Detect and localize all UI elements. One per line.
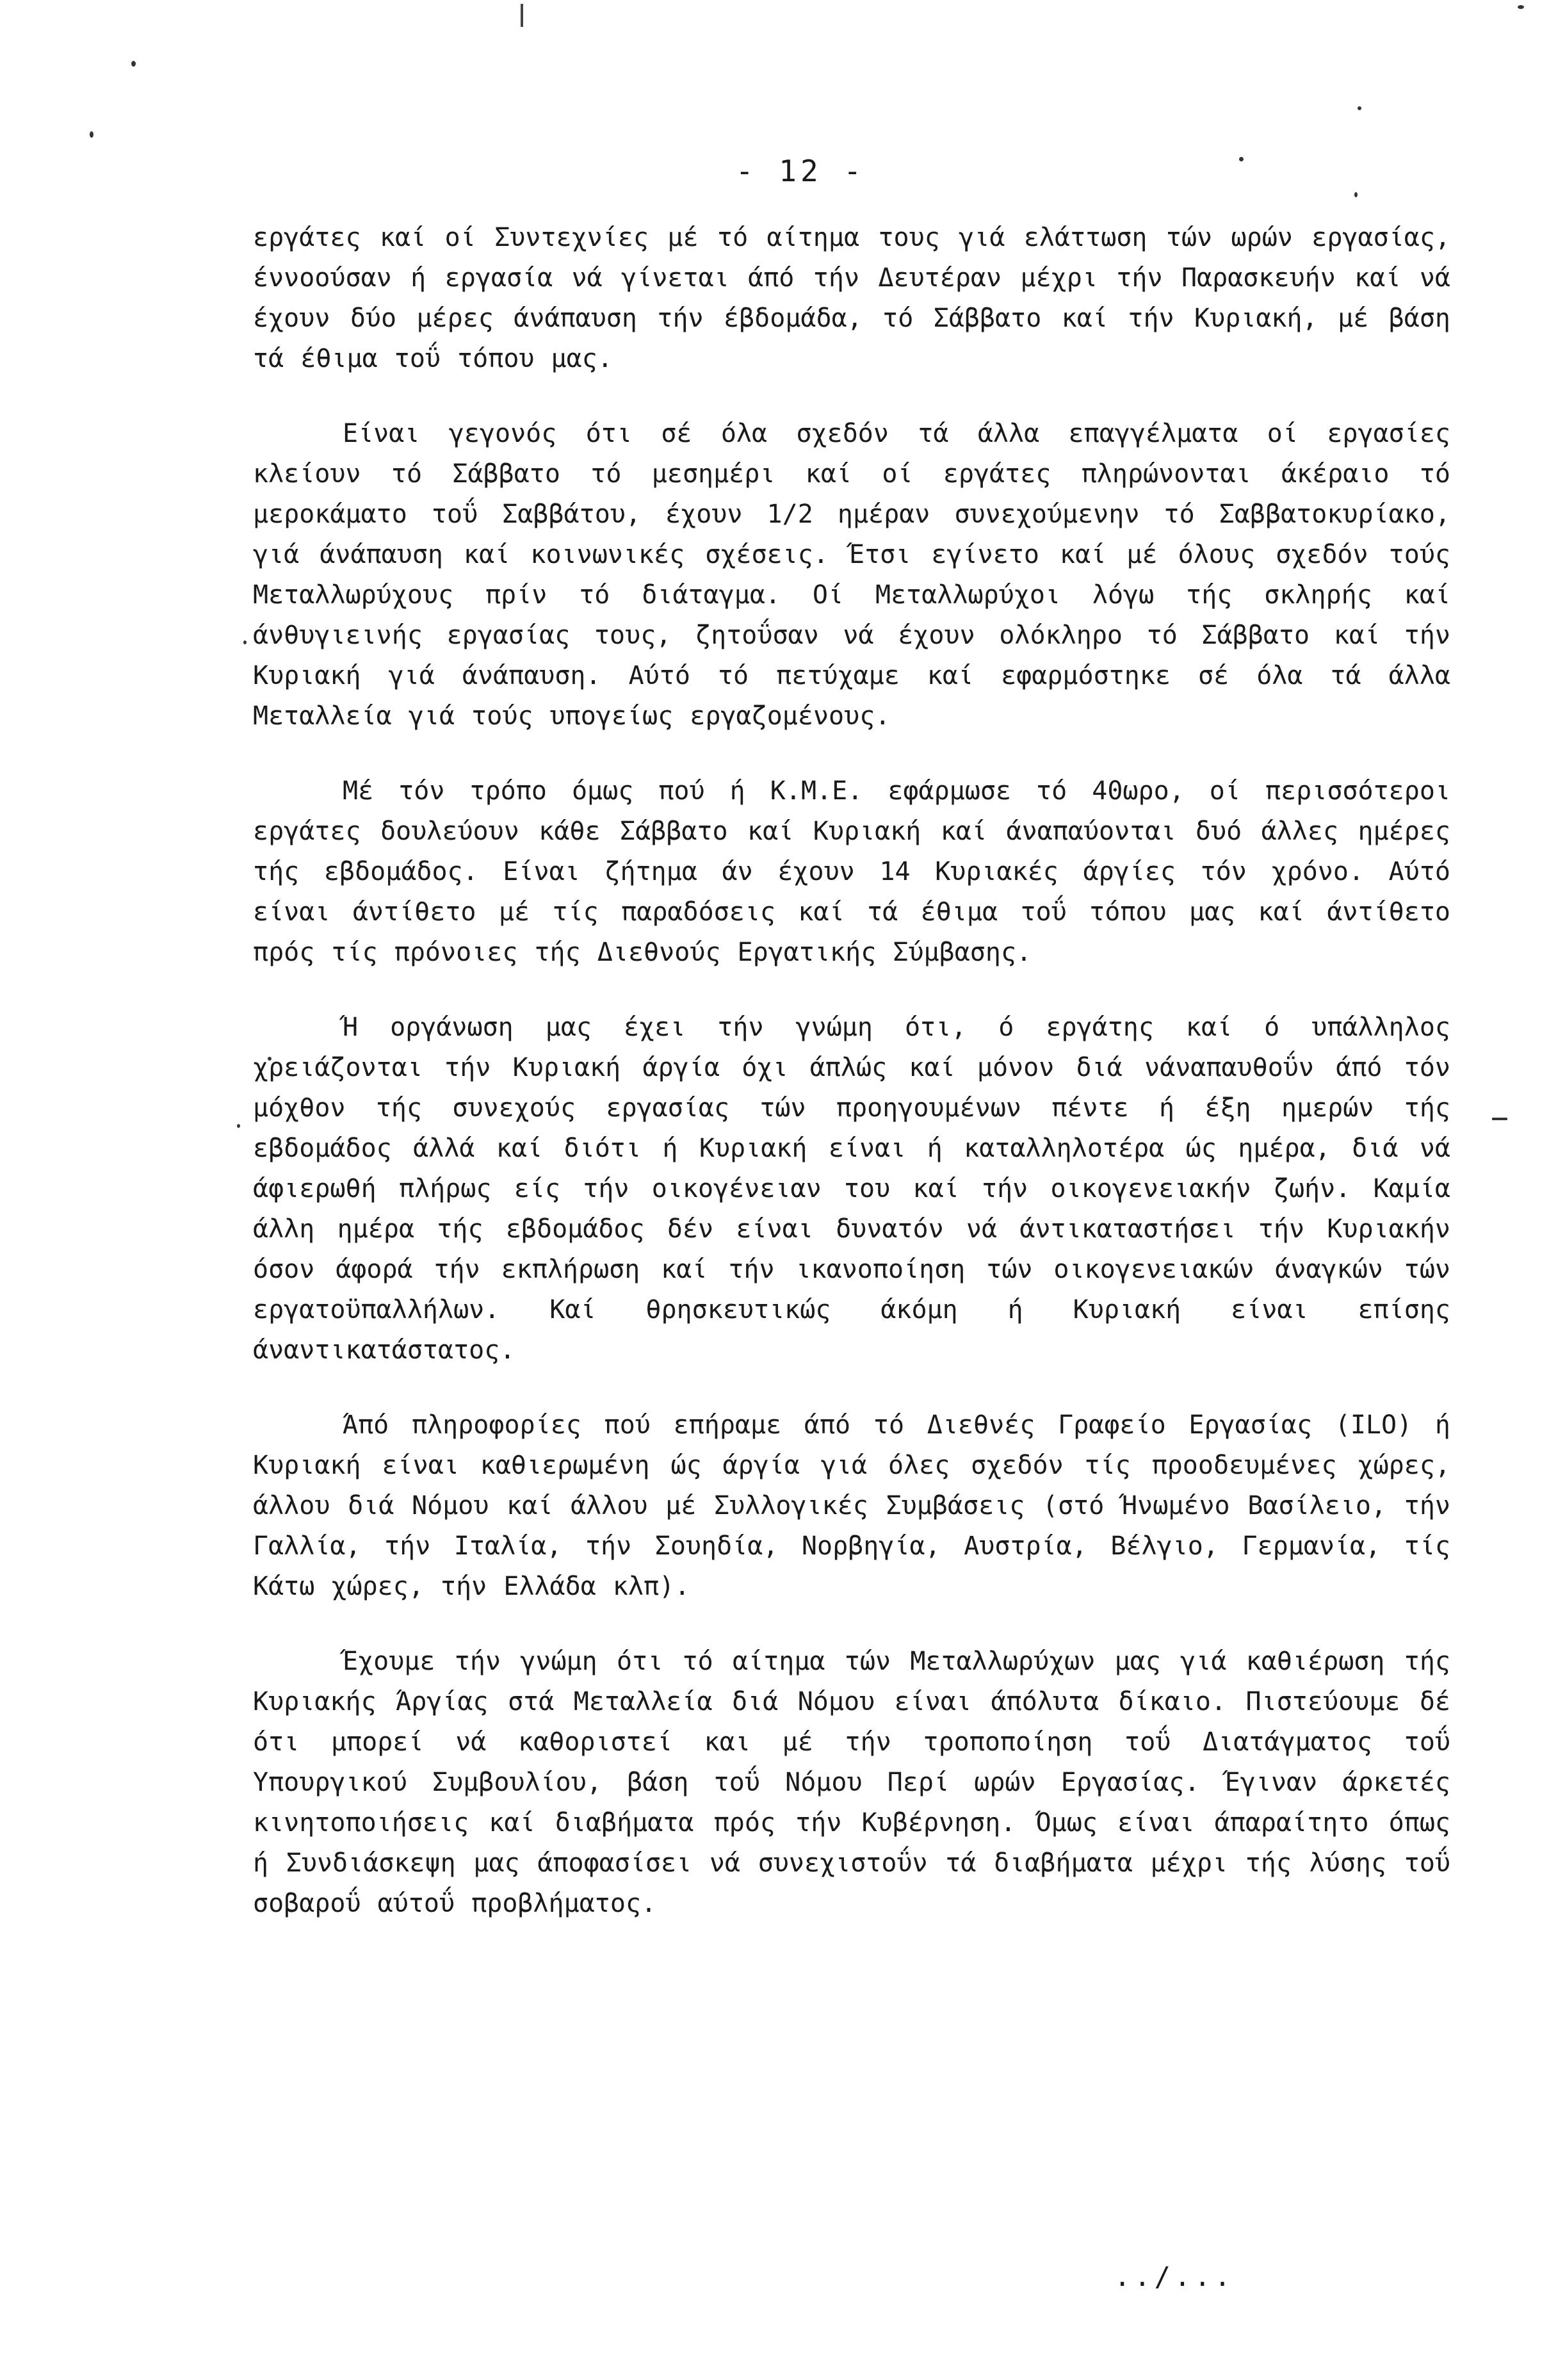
paragraph-3: Μέ τόν τρόπο όμως πού ή Κ.Μ.Ε. εφάρμωσε τό 40ωρο, οί περισσότεροι εργάτες δουλεύουν κάθε Σάββατο καί Κυριακή καί άναπαύονται δυό άλλες ημέρες τής εβδομάδος. Είναι ζήτημα άν έχουν 14 Κυριακές άργίες τόν χρόνο. Αύτό είναι άντίθετο μέ τίς παραδόσεις καί τά έθιμα τοΰ τόπου μας καί άντίθετο πρός τίς πρόνοιες τής Διεθνούς Εργατικής Σύμβασης. [253, 776, 1450, 967]
scan-mark-top [521, 4, 523, 27]
scan-speck [1354, 192, 1358, 197]
page-number: - 12 - [735, 154, 866, 188]
paragraph-1: εργάτες καί οί Συντεχνίες μέ τό αίτημα τους γιά ελάττωση τών ωρών εργασίας, έννοούσαν ή εργασία νά γίνεται άπό τήν Δευτέραν μέχρι τήν Παρασκευήν καί νά έχουν δύο μέρες άνάπαυση τήν έβδομάδα, τό Σάββατο καί τήν Κυριακή, μέ βάση τά έθιμα τοΰ τόπου μας. [253, 223, 1450, 373]
paragraph-5: Άπό πληροφορίες πού επήραμε άπό τό Διεθνές Γραφείο Εργασίας (ILO) ή Κυριακή είναι καθιερωμένη ώς άργία γιά όλες σχεδόν τίς προοδευμένες χώρες, άλλου διά Νόμου καί άλλου μέ Συλλογικές Συμβάσεις (στό Ήνωμένο Βασίλειο, τήν Γαλλία, τήν Ιταλία, τήν Σουηδία, Νορβηγία, Αυστρία, Βέλγιο, Γερμανία, τίς Κάτω χώρες, τήν Ελλάδα κλπ). [253, 1410, 1450, 1601]
scan-speck [243, 640, 247, 644]
paragraph-6: Έχουμε τήν γνώμη ότι τό αίτημα τών Μεταλλωρύχων μας γιά καθιέρωση τής Κυριακής Άργίας στά Μεταλλεία διά Νόμου είναι άπόλυτα δίκαιο. Πιστεύουμε δέ ότι μπορεί νά καθοριστεί και μέ τήν τροποποίηση τοΰ Διατάγματος τοΰ Υπουργικού Συμβουλίου, βάση τοΰ Νόμου Περί ωρών Εργασίας. Έγιναν άρκετές κινητοποιήσεις καί διαβήματα πρός τήν Κυβέρνηση. Όμως είναι άπαραίτητο όπως ή Συνδιάσκεψη μας άποφασίσει νά συνεχιστοΰν τά διαβήματα μέχρι τής λύσης τοΰ σοβαροΰ αύτοΰ προβλήματος. [253, 1647, 1450, 1918]
paragraph-2: Είναι γεγονός ότι σέ όλα σχεδόν τά άλλα επαγγέλματα οί εργασίες κλείουν τό Σάββατο τό μεσημέρι καί οί εργάτες πληρώνονται άκέραιο τό μεροκάματο τοΰ Σαββάτου, έχουν 1/2 ημέραν συνεχούμενην τό Σαββατοκυρίακο, γιά άνάπαυση καί κοινωνικές σχέσεις. Έτσι εγίνετο καί μέ όλους σχεδόν τούς Μεταλλωρύχους πρίν τό διάταγμα. Οί Μεταλλωρύχοι λόγω τής σκληρής καί άνθυγιεινής εργασίας τους, ζητοΰσαν νά έχουν ολόκληρο τό Σάββατο καί τήν Κυριακή γιά άνάπαυση. Αύτό τό πετύχαμε καί εφαρμόστηκε σέ όλα τά άλλα Μεταλλεία γιά τούς υπογείως εργαζομένους. [253, 419, 1450, 731]
scan-speck [1358, 106, 1361, 110]
continuation-mark: ../... [1114, 2261, 1235, 2292]
scan-speck [131, 61, 136, 67]
scan-speck [90, 131, 93, 138]
paragraph-4: Ή οργάνωση μας έχει τήν γνώμη ότι, ό εργάτης καί ό υπάλληλος χρειάζονται τήν Κυριακή άργία όχι άπλώς καί μόνον διά νάναπαυθοΰν άπό τόν μόχθον τής συνεχούς εργασίας τών προηγουμένων πέντε ή έξη ημερών τής εβδομάδος άλλά καί διότι ή Κυριακή είναι ή καταλληλοτέρα ώς ημέρα, διά νά άφιερωθή πλήρως είς τήν οικογένειαν του καί τήν οικογενειακήν ζωήν. Καμία άλλη ημέρα τής εβδομάδος δέν είναι δυνατόν νά άντικαταστήσει τήν Κυριακήν όσον άφορά τήν εκπλήρωση καί τήν ικανοποίηση τών οικογενειακών άναγκών τών εργατοϋπαλλήλων. Καί θρησκευτικώς άκόμη ή Κυριακή είναι επίσης άναντικατάστατος. [253, 1013, 1450, 1365]
body-text [253, 218, 1450, 1959]
scan-speck [237, 1124, 240, 1128]
scan-speck [1518, 5, 1524, 9]
scan-speck [1492, 1118, 1507, 1120]
scan-speck [1239, 157, 1244, 161]
